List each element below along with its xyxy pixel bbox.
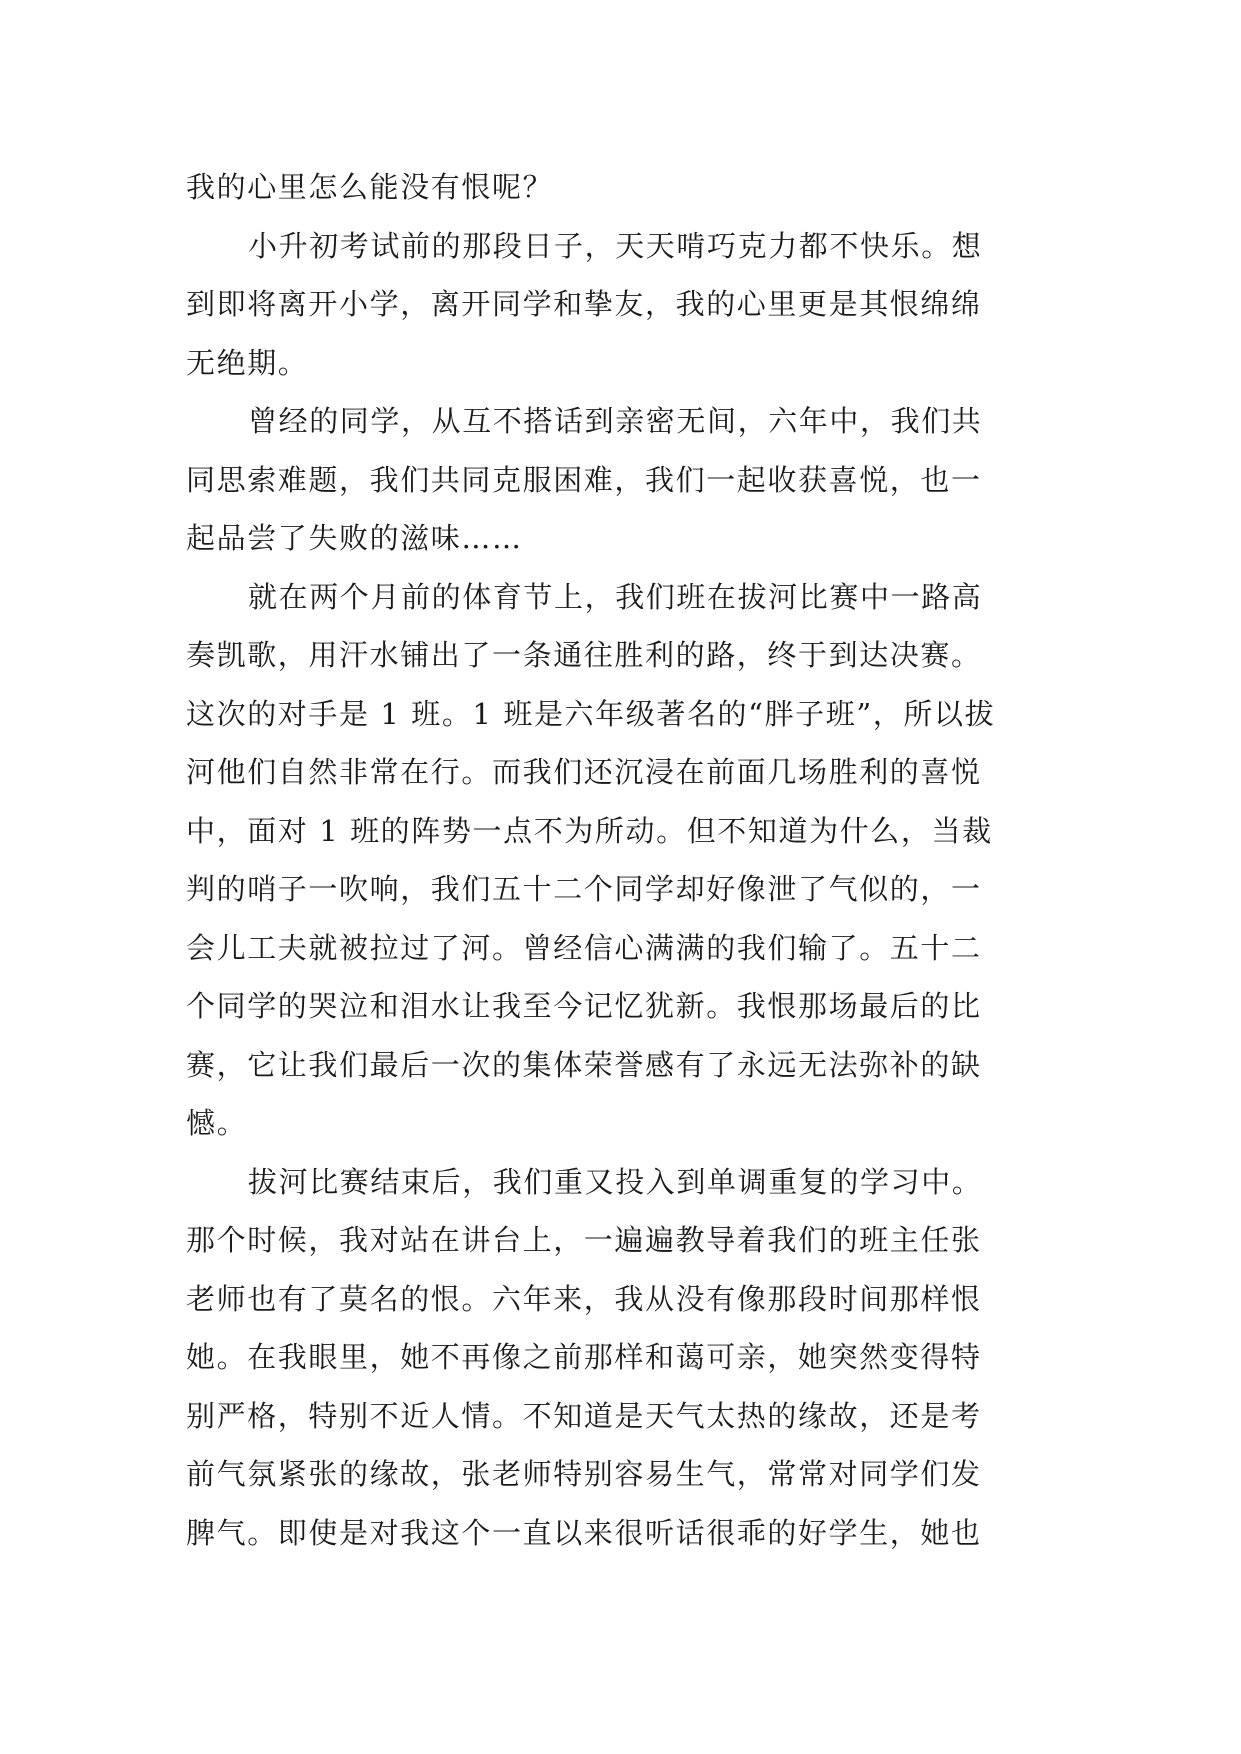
body-text <box>186 158 1056 1562</box>
text-line: 会儿工夫就被拉过了河。曾经信心满满的我们输了。五十二 <box>186 930 982 965</box>
text-line: 奏凯歌，用汗水铺出了一条通往胜利的路，终于到达决赛。 <box>186 638 982 672</box>
text-line: 判的哨子一吹响，我们五十二个同学却好像泄了气似的，一 <box>186 872 982 906</box>
text-line: 别严格，特别不近人情。不知道是天气太热的缘故，还是考 <box>186 1398 982 1433</box>
text-line: 那个时候，我对站在讲台上，一遍遍教导着我们的班主任张 <box>186 1223 982 1257</box>
text-line: 小升初考试前的那段日子，天天啃巧克力都不快乐。想 <box>248 228 983 263</box>
text-line: 憾。 <box>186 1106 248 1140</box>
text-line: 到即将离开小学，离开同学和挚友，我的心里更是其恨绵绵 <box>186 287 982 321</box>
text-line: 这次的对手是 1 班。1 班是六年级著名的“胖子班”，所以拔 <box>186 696 996 731</box>
text-line: 曾经的同学，从互不搭话到亲密无间，六年中，我们共 <box>248 404 983 438</box>
text-line: 前气氛紧张的缘故，张老师特别容易生气，常常对同学们发 <box>186 1457 982 1491</box>
text-line: 就在两个月前的体育节上，我们班在拔河比赛中一路高 <box>248 579 983 614</box>
text-line: 个同学的哭泣和泪水让我至今记忆犹新。我恨那场最后的比 <box>186 989 982 1023</box>
text-line: 脾气。即使是对我这个一直以来很听话很乖的好学生，她也 <box>186 1515 982 1550</box>
text-line: 拔河比赛结束后，我们重又投入到单调重复的学习中。 <box>248 1164 983 1199</box>
text-line: 同思索难题，我们共同克服困难，我们一起收获喜悦，也一 <box>186 462 982 497</box>
text-line: 河他们自然非常在行。而我们还沉浸在前面几场胜利的喜悦 <box>186 755 982 789</box>
text-line: 中，面对 1 班的阵势一点不为所动。但不知道为什么，当裁 <box>186 813 993 848</box>
text-line: 我的心里怎么能没有恨呢？ <box>186 170 554 204</box>
text-line: 她。在我眼里，她不再像之前那样和蔼可亲，她突然变得特 <box>186 1340 982 1374</box>
text-line: 起品尝了失败的滋味…… <box>186 521 523 555</box>
text-line: 赛，它让我们最后一次的集体荣誉感有了永远无法弥补的缺 <box>186 1047 982 1082</box>
text-line: 无绝期。 <box>186 345 309 380</box>
text-line: 老师也有了莫名的恨。六年来，我从没有像那段时间那样恨 <box>186 1281 982 1316</box>
